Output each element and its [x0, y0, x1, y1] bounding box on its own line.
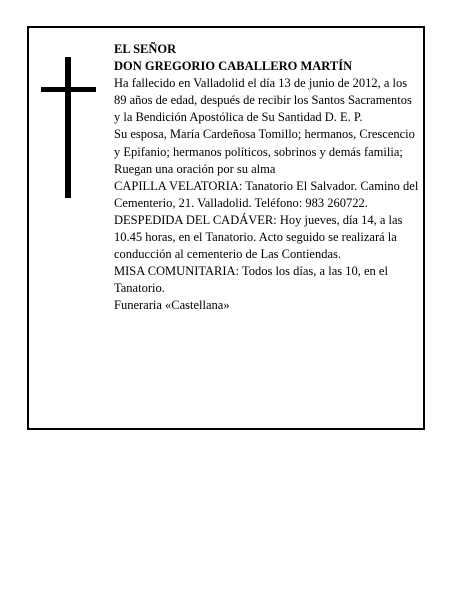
chapel-info: CAPILLA VELATORIA: Tanatorio El Salvador. Camino del Cementerio, 21. Valladolid. Teléfono: 983 260722.	[114, 178, 419, 210]
prayer-request: Ruegan una oración por su alma	[114, 161, 276, 176]
family-list: Su esposa, María Cardeñosa Tomillo; hermanos, Crescencio y Epifanio; hermanos políticos, sobrinos y demás familia;	[114, 127, 415, 159]
cross-vertical-bar	[65, 57, 71, 198]
funeral-home: Funeraria «Castellana»	[114, 298, 230, 313]
latin-cross-icon	[41, 57, 96, 198]
mass-info: MISA COMUNITARIA: Todos los días, a las 10, en el Tanatorio.	[114, 264, 388, 296]
notice-title-honorific: EL SEÑOR	[114, 42, 177, 56]
death-announcement: Ha fallecido en Valladolid el día 13 de junio de 2012, a los 89 años de edad, después de recibir los Santos Sacramentos y la Bendición Apostólica de Su Santidad D. E. P.	[114, 76, 412, 125]
deceased-name: DON GREGORIO CABALLERO MARTÍN	[114, 59, 353, 74]
notice-body	[114, 41, 420, 315]
obituary-notice	[27, 26, 425, 430]
cross-horizontal-bar	[41, 87, 96, 92]
farewell-info: DESPEDIDA DEL CADÁVER: Hoy jueves, día 14, a las 10.45 horas, en el Tanatorio. Acto seguido se realizará la conducción al cementerio de Las Contiendas.	[114, 212, 403, 262]
